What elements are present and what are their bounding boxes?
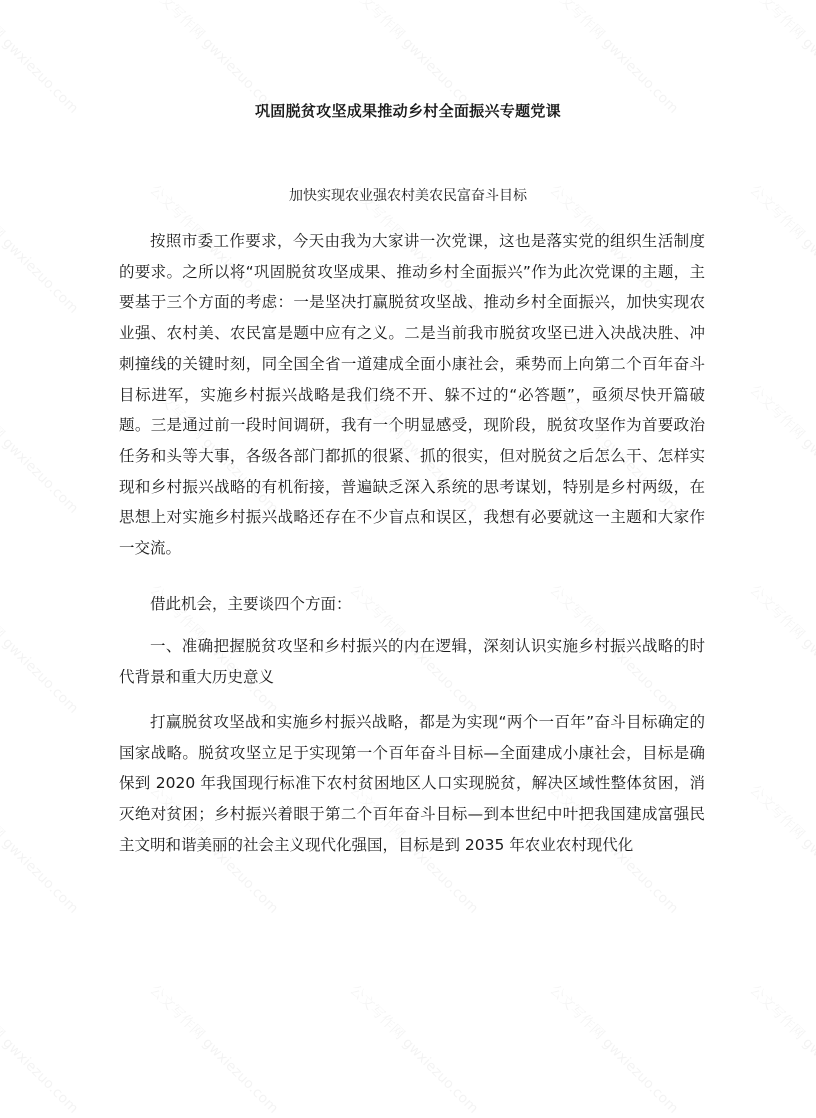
watermark-text — [746, 780, 816, 918]
watermark-text — [546, 980, 684, 1118]
watermark-text — [146, 980, 284, 1118]
paragraph-section-1-body: 打赢脱贫攻坚战和实施乡村振兴战略，都是为实现“两个一百年”奋斗目标确定的国家战略。脱贫攻坚立足于实现第一个百年奋斗目标—全面建成小康社会，目标是确保到 2020 年我国现行标准下农村贫困地区人口实现脱贫，解决区域性整体贫困，消灭绝对贫困；乡村振兴着眼于第二个百年奋斗目标—到本世纪中叶把我国建成富强民主文明和谐美丽的社会主义现代化强国，目标是到 2035 年农业农村现代化 — [119, 713, 705, 854]
section-heading-1: 一、准确把握脱贫攻坚和乡村振兴的内在逻辑，深刻认识实施乡村振兴战略的时代背景和重大历史意义 — [119, 637, 705, 686]
watermark-text — [0, 580, 83, 718]
watermark-text — [746, 380, 816, 518]
paragraph-intro: 按照市委工作要求，今天由我为大家讲一次党课，这也是落实党的组织生活制度的要求。之所以将“巩固脱贫攻坚成果、推动乡村全面振兴”作为此次党课的主题，主要基于三个方面的考虑：一是坚决打赢脱贫攻坚战、推动乡村全面振兴，加快实现农业强、农村美、农民富是题中应有之义。二是当前我市脱贫攻坚已进入决战决胜、冲刺撞线的关键时刻，同全国全省一道建成全面小康社会，乘势而上向第二个百年奋斗目标进军，实施乡村振兴战略是我们绕不开、躲不过的“必答题”，亟须尽快开篇破题。三是通过前一段时间调研，我有一个明显感受，现阶段，脱贫攻坚作为首要政治任务和头等大事，各级各部门都抓的很紧、抓的很实，但对脱贫之后怎么干、怎样实现和乡村振兴战略的有机衔接，普遍缺乏深入系统的思考谋划，特别是乡村两级，在思想上对实施乡村振兴战略还存在不少盲点和误区，我想有必要就这一主题和大家作一交流。 — [119, 232, 705, 558]
document-title: 巩固脱贫攻坚成果推动乡村全面振兴专题党课 — [254, 102, 561, 120]
watermark-text — [0, 980, 83, 1118]
watermark-text — [0, 780, 83, 918]
watermark-text — [746, 580, 816, 718]
watermark-text — [0, 380, 83, 518]
paragraph-outline: 借此机会，主要谈四个方面： — [150, 595, 352, 613]
watermark-text — [746, 980, 816, 1118]
document-subtitle: 加快实现农业强农村美农民富奋斗目标 — [289, 188, 527, 204]
watermark-text — [346, 980, 484, 1118]
